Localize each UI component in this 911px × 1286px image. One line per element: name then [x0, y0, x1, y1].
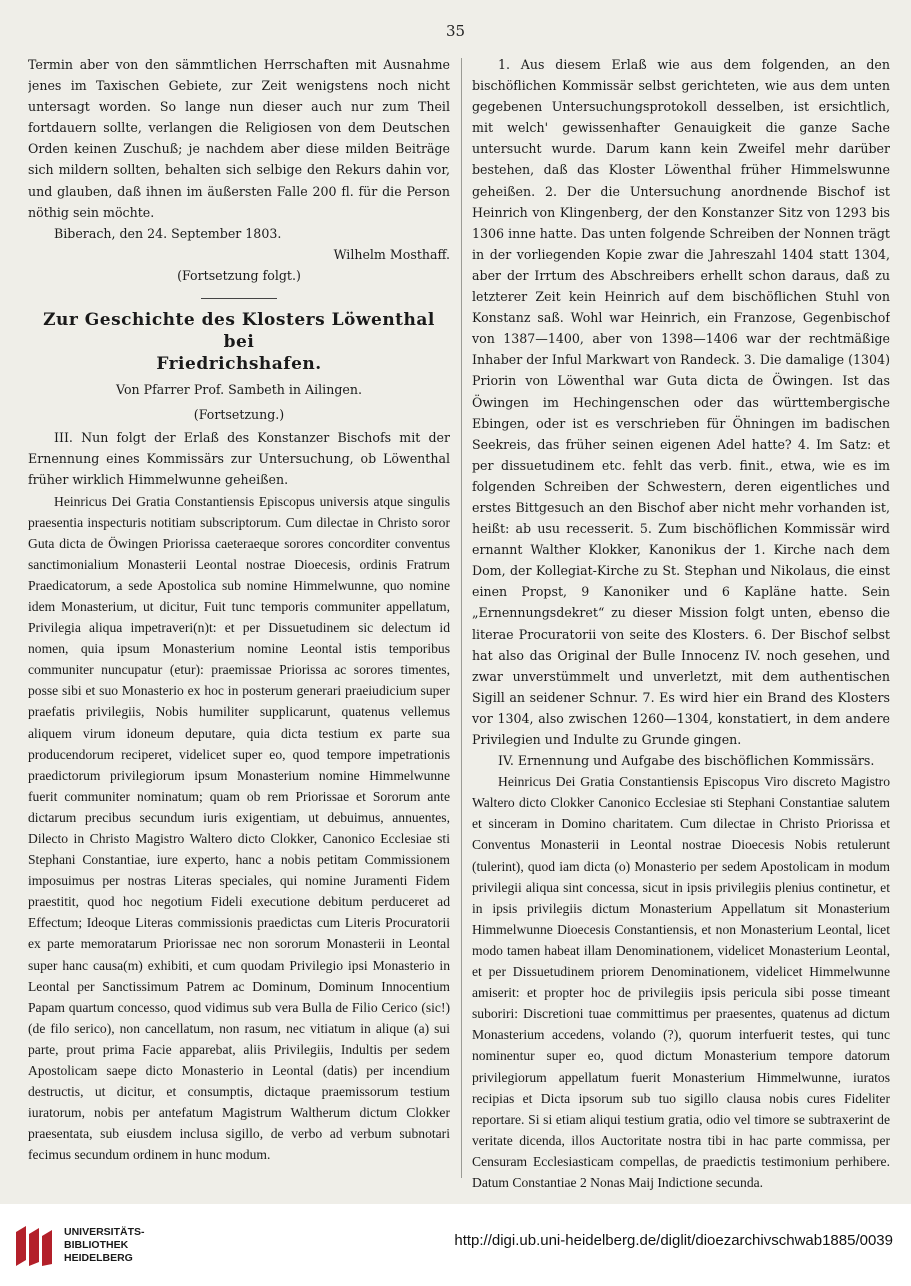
- library-name: [64, 1226, 145, 1265]
- left-column: [28, 54, 450, 1194]
- source-url[interactable]: http://digi.ub.uni-heidelberg.de/diglit/dioezarchivschwab1885/0039: [454, 1232, 893, 1249]
- notes-paragraph: 1. Aus diesem Erlaß wie aus dem folgenden, an den bischöflichen Kommissär selbst gerichteten, wie aus dem unten gegebenen Untersuchungsprotokoll desselben, ist ersichtlich, mit welch' gewissenhafter Genauigkeit die ganze Sache untersucht wurde. Darum kann kein Zweifel mehr darüber bestehen, daß das Kloster Löwenthal früher Himmelswunne geheißen. 2. Der die Untersuchung anordnende Bischof ist Heinrich von Klingenberg, der den Konstanzer Sitz von 1293 bis 1306 inne hatte. Das unten folgende Schreiben der Nonnen trägt in der vorliegenden Kopie zwar die Jahreszahl 1404 statt 1304, aber der Irrtum des Abschreibers erhellt schon daraus, daß zu letzterer Zeit kein Heinrich auf dem bischöflichen Stuhl von Konstanz saß. Wohl war Heinrich, ein Franzose, Gegenbischof von 1387—1400, aber von 1398—1406 war der rechtmäßige Inhaber der Inful Markwart von Randeck. 3. Die damalige (1304) Priorin von Löwenthal war Guta dicta de Öwingen. Ist das Öwingen im Hechingenschen oder das württembergische Ebingen, oder ist es verschrieben für Öhningen im badischen Seekreis, das früher seinen eigenen Adel hatte? 4. Im Satz: et per dissuetudinem etc. fehlt das verb. finit., etwa, wie es im folgenden Schreiben der Schwestern, deren eigentliches und erstes Bittgesuch an den Bischof aber nicht mehr vorhanden ist, heißt: ab usu recesserit. 5. Zum bischöflichen Kommissär wird ernannt Walther Klokker, Kanonikus der 1. Kirche nach dem Dom, der Kollegiat-Kirche zu St. Stephan und Nikolaus, die einst einen Propst, 9 Kanoniker und 6 Kapläne hatte. Sein „Ernennungsdekret“ zu dieser Mission folgt unten, ebenso die literae Procuratorii von seite des Klosters. 6. Der Bischof selbst hat also das Original der Bulle Innocenz IV. noch gesehen, und zwar unverstümmelt und unverletzt, mit dem authentischen Sigill an seidener Schnur. 7. Es wird hier ein Brand des Klosters vor 1304, also zwischen 1260—1304, konstatiert, in dem andere Privilegien und Indulte zu Grunde gingen.: [472, 57, 890, 747]
- section-intro: III. Nun folgt der Erlaß des Konstanzer Bischofs mit der Ernennung eines Kommissärs zur Untersuchung, ob Löwenthal früher wirklich Himmelwunne geheißen.: [28, 430, 450, 488]
- library-name-line1: UNIVERSITÄTS-: [64, 1226, 145, 1238]
- section-iv-heading: IV. Ernennung und Aufgabe des bischöflichen Kommissärs.: [498, 753, 875, 769]
- article-title-line2: Friedrichshafen.: [156, 354, 322, 375]
- continued-note: (Fortsetzung folgt.): [177, 267, 301, 283]
- university-library-logo-icon: [10, 1222, 56, 1270]
- section-divider: [201, 298, 277, 299]
- library-name-line3: HEIDELBERG: [64, 1252, 133, 1264]
- intro-paragraph: Termin aber von den sämmtlichen Herrschaften mit Ausnahme jenes im Taxischen Gebiete, zur Zeit wenigstens noch nicht untersagt worden. So lange nun dieser auch nur zum Theil fortdauern sollte, verlangen die Religiosen von dem Deutschen Orden keinen Zuschuß; je nachdem aber diese milden Beiträge sich mildern sollten, behalten sich selbige den Rekurs dahin vor, und glauben, daß ihnen im äußersten Falle 200 fl. für die Person nöthig sein möchte.: [28, 57, 450, 220]
- latin-document-left: Heinricus Dei Gratia Constantiensis Episcopus universis atque singulis praesentia inspecturis notitiam subscriptorum. Cum dilectae in Christo soror Guta dicta de Öwingen Priorissa caeteraeque sorores concorditer conventus sanctimonialium Monasterii Leontal nostrae Dioecesis, ordinis Fratrum Praedicatorum, a sede Apostolica sub nomine Himmelwunne, quo nomine idem Monasterium, ut dicitur, Fuit tunc temporis communiter appellatum, Privilegia aliqua impetraveri(n)t: et per Dissuetudinem sic delectum id nomen, quia ipsum Monasterium nomine Leontal istis temporibus communiter nuncupatur (etur): praemissae Priorissa ac sorores timentes, posse sibi et suo Monasterio ex hoc in posterum generari praeiudicium super praefatis privilegiis, Nobis humiliter supplicarunt, quatenus vellemus aliquem virum idoneum deputare, quia dicta testium ex parte sua producendorum reciperet, videlicet super eo, quod tempore impetrationis praedictorum privilegiorum ipsum Monasterium nomine Himmelwunne fuerit communiter nominatum; quam ob rem Priorissae et Sororum ante dictarum precibus secundum iuris exigentiam, ut debuimus, annuentes, Dilecto in Christo Magistro Waltero dicto Clokker, Canonico Ecclesiae sti Stephani Constantiae, iure experto, hanc a nobis petitam Commissionem imposuimus per nostras Literas speciales, qui nomine Juramenti Fidem praestitit, quod hoc negotium Fideli executione debitum perduceret ad Effectum; Ideoque Literas commissionis praedictas cum Literis Procuratorii ex parte memoratarum Priorissae nec non sororum Monasterii in Leontal super hanc causa(m) exhibiti, et cum quodam Privilegio ipsi Monasterio in Leontal per Sanctissimum Patrem ac Dominum, Dominum Innocentium Papam quartum concesso, quod vidimus sub vera Bulla de Filio Cerico (sic!) (de filo serico), non cancellatum, non rasum, nec vitiatum in alique (a) sui parte, prout prima Facie apparebat, aliis Privilegiis, Indultis per sedem Apostolicam saepe dicto Monasterio in Leontal (datis) per incendium destructis, ut dicitur, et consumptis, dictaque praemissorum testium iuratorum, nobis per antefatum Magistrum Waltherum dictum Clokker praesentata, sub eiusdem inclusa sigillo, de verbo ad verbum subnotari fecimus secundum ordinem in hunc modum.: [28, 493, 450, 1163]
- library-footer: [0, 1204, 911, 1286]
- library-name-line2: BIBLIOTHEK: [64, 1239, 129, 1251]
- page-number: 35: [445, 22, 466, 40]
- article-title-line1: Zur Geschichte des Klosters Löwenthal bei: [43, 310, 435, 353]
- right-column: [472, 54, 890, 1194]
- signature: Wilhelm Mosthaff.: [333, 246, 450, 262]
- article-title: [28, 309, 450, 375]
- latin-document-right: Heinricus Dei Gratia Constantiensis Episcopus Viro discreto Magistro Waltero dicto Clokker Canonico Ecclesiae sti Stephani Constantiae salutem et sinceram in Domino charitatem. Cum dilectae in Christo Priorissa et Conventus Monasterii in Leontal nostrae Dioecesis Nobis retulerunt (tulerint), quod iam dicta (o) Monasterio per sedem Apostolicam in modum privilegii aliqua sint concessa, sicut in ipsis privilegiis plenius continetur, et in ipsis privilegiis dictum Monasterium Appellatum sit Monasterium Himmelwunne Dioecesis Constantiensis, et non Monasterium Leontal, licet modo tamen habeat illam Denominationem, videlicet Monasterium Leontal, et per Dissuetudinem priorem Denominationem, videlicet Himmelwunne amiserit: et propter hoc de privilegiis ipsis pericula sibi posse timeant suboriri: Discretioni tuae committimus per praesentes, quatenus ad dictum Monasterium accedens, volando (?), quorum interfuerit testes, qui tunc nominentur super eo, quod dictum Monasterium tempore datorum privilegiorum appellatum fuerit Monasterium Himmelwunne, iuratos recipias et Dicta ipsorum sub tuo sigillo clausa nobis cures Fideliter reportare. Si si etiam aliqui testium gratia, odio vel timore se subtraxerint de veritate dicenda, illos Auctoritate nostra tibi in hac parte commissa, per Censuram Ecclesiasticam compellas, de praedictis testimonium perhibere. Datum Constantiae 2 Nonas Maij Indictione secunda.: [472, 774, 890, 1190]
- continuation-note: (Fortsetzung.): [193, 407, 285, 423]
- place-date: Biberach, den 24. September 1803.: [54, 225, 282, 241]
- column-rule: [461, 58, 462, 1178]
- article-author: Von Pfarrer Prof. Sambeth in Ailingen.: [116, 382, 362, 398]
